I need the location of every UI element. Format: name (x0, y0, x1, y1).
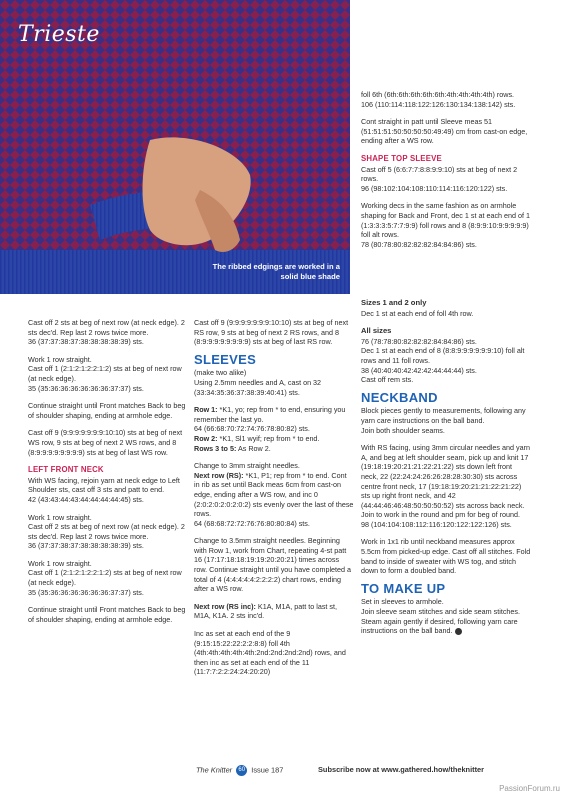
row-label: Next row (RS inc): (194, 601, 256, 611)
text: Dec 1 st at each end of 8 (8:8:9:9:9:9:9:9:10) foll alt rows and 11 foll rows. (361, 346, 525, 365)
text: 42 (43:43:44:43:44:44:44:44:45) sts. (28, 494, 144, 504)
text: With WS facing, rejoin yarn at neck edge to Left Shoulder sts, cast off 3 sts and patt to end. (28, 475, 180, 495)
row-label: Row 1: (194, 405, 218, 415)
text: Change to 3.5mm straight needles. Beginning with Row 1, work from Chart, repeating 4-st patt 16 (17:17:18:18:19:19:20:20:21) times across row. Continue straight until you have completed a total of 4 (4:4:4:4:4:2:2:2:2) chart rows, ending after a WS row. (194, 536, 352, 594)
hero-photo (0, 0, 350, 294)
subheading-sizes-1-2: Sizes 1 and 2 only (361, 298, 427, 307)
subheading-all-sizes: All sizes (361, 326, 392, 336)
text: Inc as set at each end of the 9 (9:15:15:22:22:2:2:8:8) foll 4th (4th:4th:4th:4th:4th:2nd:2nd:2nd:2nd) rows, and then inc as set at each end of the 11 (11:7:7:2:2:24:24:20:20) (194, 629, 346, 677)
text: As Row 2. (236, 443, 271, 453)
photo-caption: The ribbed edgings are worked in a solid blue shade (212, 262, 340, 281)
text: Change to 3mm straight needles. (194, 461, 300, 471)
column-3 (361, 298, 531, 644)
text: Set in sleeves to armhole. (361, 597, 444, 607)
text: 64 (66:68:70:72:74:76:78:80:82) sts. (194, 424, 310, 434)
row-label: Row 2: (194, 433, 218, 443)
text: Join sleeve seam stitches and side seam stitches. (361, 607, 520, 617)
row-label: Next row (RS): (194, 470, 244, 480)
text: foll 6th (6th:6th:6th:6th:6th:4th:4th:4th:4th) rows. (361, 90, 515, 99)
text: Using 2.5mm needles and A, cast on 32 (33:34:35:36:37:38:39:40:41) sts. (194, 377, 322, 397)
text: Cast off 9 (9:9:9:9:9:9:9:10:10) sts at beg of next WS row, 9 sts at beg of next 2 WS rows, and 8 (8:9:9:9:9:9:9:9:9) sts at beg of last WS row. (28, 428, 183, 457)
text: *K1, yo; rep from * to end, ensuring you remember the last yo. (194, 405, 346, 424)
text: 36 (37:37:38:37:38:38:38:38:39) sts. (28, 541, 144, 551)
text: 76 (78:78:80:82:82:82:84:84:86) sts. (361, 336, 477, 346)
text: Steam again gently if desired, following yarn care instructions on the ball band. (361, 616, 518, 636)
text: 106 (110:114:118:122:126:130:134:138:142) sts. (361, 99, 516, 109)
footer-left (196, 765, 283, 776)
text: Dec 1 st at each end of foll 4th row. (361, 308, 474, 318)
section-heading-sleeves: SLEEVES (194, 351, 257, 367)
column-3-top (361, 90, 531, 257)
text: Cast off 9 (9:9:9:9:9:9:9:10:10) sts at beg of next RS row, 9 sts at beg of next 2 RS rows, and 8 (8:9:9:9:9:9:9:9:9) sts at beg of last RS row. (194, 318, 349, 347)
issue-number: Issue 187 (251, 765, 284, 775)
text: K1A, M1A, patt to last st, M1A, K1A. 2 sts inc'd. (194, 601, 338, 621)
text: Cast off 1 (2:1:2:1:2:2:1:2) sts at beg of next row (at neck edge). (28, 568, 182, 588)
text: Cont straight in patt until Sleeve meas 51 (51:51:51:50:50:50:50:49:49) cm from cast-on edge, ending after a WS row. (361, 117, 528, 146)
section-heading-shape-top-sleeve: SHAPE TOP SLEEVE (361, 153, 442, 163)
watermark: PassionForum.ru (499, 784, 560, 793)
text: Continue straight until Front matches Back to beg of shoulder shaping, ending at armhole edge. (28, 401, 186, 420)
magazine-name: The Knitter (196, 765, 233, 775)
text: Block pieces gently to measurements, following any yarn care instructions on the ball band. (361, 406, 526, 425)
text: 38 (40:40:40:42:42:42:44:44:44) sts. (361, 365, 477, 375)
section-heading-to-make-up: TO MAKE UP (361, 580, 446, 596)
text: Cast off 2 sts at beg of next row (at neck edge). 2 sts dec'd. Rep last 2 rows twice more. (28, 522, 185, 541)
text: Cast off rem sts. (361, 375, 414, 385)
row-label: Rows 3 to 5: (194, 443, 237, 453)
footer-subscribe (318, 765, 484, 774)
text: Cast off 5 (6:6:7:7:8:8:9:9:10) sts at beg of next 2 rows. (361, 164, 518, 184)
text: Work in 1x1 rib until neckband measures approx 5.5cm from picked-up edge. Cast off all stitches. Fold band to inside of sweater with WS tog, and stitch down to form a doubled band. (361, 537, 531, 576)
end-mark-icon (455, 628, 462, 635)
section-heading-left-front-neck: LEFT FRONT NECK (28, 465, 104, 475)
text: Join both shoulder seams. (361, 425, 445, 435)
text: 36 (37:37:38:37:38:38:38:38:39) sts. (28, 337, 144, 347)
text: 35 (35:36:36:36:36:36:36:37:37) sts. (28, 587, 144, 597)
subscribe-link[interactable]: Subscribe now at www.gathered.how/theknitter (318, 765, 485, 774)
text: 64 (68:68:72:72:76:76:80:80:84) sts. (194, 518, 310, 528)
text: Working decs in the same fashion as on armhole shaping for Back and Front, dec 1 st at each end of 1 (1:3:3:3:5:7:7:9:9) foll rows and 8 (8:9:9:10:9:9:9:9:9) foll alt rows. (361, 201, 531, 240)
text: 35 (35:36:36:36:36:36:36:37:37) sts. (28, 383, 144, 393)
text: (make two alike) (194, 368, 247, 378)
column-2 (194, 318, 354, 685)
page-title: Trieste (18, 22, 100, 47)
section-heading-neckband: NECKBAND (361, 389, 438, 405)
text: Work 1 row straight. (28, 354, 92, 364)
text: Cast off 2 sts at beg of next row (at neck edge). 2 sts dec'd. Rep last 2 rows twice more. (28, 318, 185, 337)
page-number: 60 (236, 765, 247, 776)
text: Work 1 row straight. (28, 512, 92, 522)
text: *K1, Sl1 wyif; rep from * to end. (217, 433, 320, 443)
text: With RS facing, using 3mm circular needles and yarn A, and beg at left shoulder seam, pick up and knit 17 (19:18:19:20:21:21:22:21:22) sts down left front neck, 22 (22:24:24:26:26:28:28:30:30) sts across centre front neck, 17 (19:18:19:20:21:21:22:21:22) sts up right front neck, and 42 (44:44:46:46:48:50:50:50:52) sts across back neck. Join to work in the round and pm for beg of round. (361, 443, 530, 520)
text: 98 (104:104:108:112:116:120:122:122:126) sts. (361, 519, 512, 529)
text: 78 (80:78:80:82:82:82:84:84:86) sts. (361, 239, 477, 249)
text: Cast off 1 (2:1:2:1:2:2:1:2) sts at beg of next row (at neck edge). (28, 364, 182, 383)
text: *K1, P1; rep from * to end. Cont in rib as set until Back meas 6cm from cast-on edge, ending after a WS row, and inc 0 (2:0:2:0:2:0:2:0:2) sts evenly over the last of these rows. (194, 470, 354, 519)
text: 96 (98:102:104:108:110:114:116:120:122) sts. (361, 183, 508, 193)
text: Work 1 row straight. (28, 558, 92, 568)
text: Continue straight until Front matches Back to beg of shoulder shaping, ending at armhole edge. (28, 605, 186, 624)
column-1 (28, 318, 188, 632)
